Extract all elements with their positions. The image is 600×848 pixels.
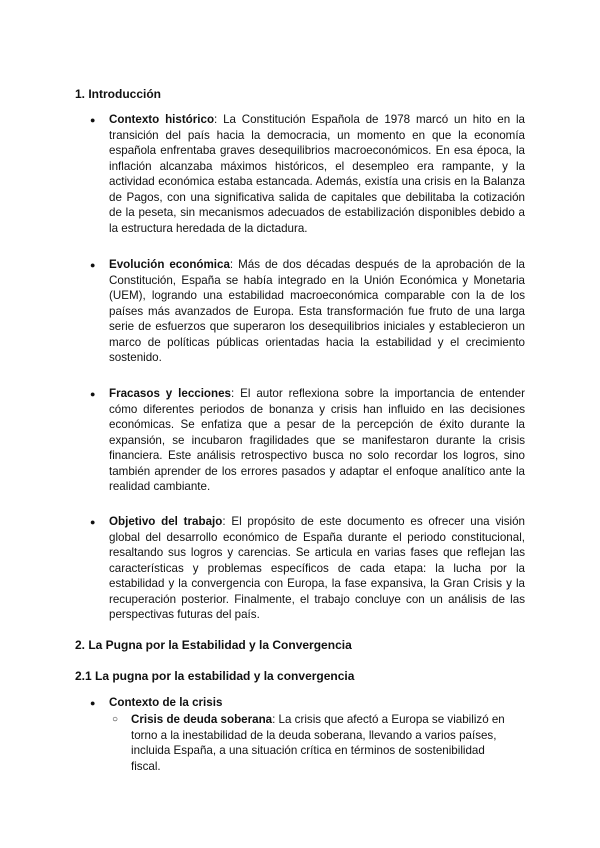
list-item — [90, 112, 535, 236]
list-item-term: Evolución económica — [109, 258, 230, 271]
list-item — [90, 257, 535, 366]
list-item — [90, 514, 535, 623]
list-item-term: Objetivo del trabajo — [109, 515, 223, 528]
bullet-icon: ● — [90, 115, 96, 125]
list-item-term: Fracasos y lecciones — [109, 387, 231, 400]
sub-list-item-text — [131, 712, 517, 774]
bullet-icon: ● — [90, 698, 96, 708]
bullet-icon: ● — [90, 260, 96, 270]
list-item-body: : La Constitución Española de 1978 marcó un hito en la transición del país hacia la democracia, un momento en que la economía española enfrentaba graves desequilibrios macroeconómicos. En esa época, la inflación alcanzaba máximos históricos, el desempleo era rampante, y la actividad económica estaba estancada. Además, existía una crisis en la Balanza de Pagos, con una significativa salida de capitales que debilitaba la cotización de la peseta, sin mecanismos adecuados de estabilización disponibles debido a la estructura heredada de la dictadura. — [109, 113, 525, 235]
hollow-bullet-icon: ○ — [112, 714, 119, 725]
list-item — [90, 386, 535, 495]
list-item-text — [109, 514, 525, 623]
list-item — [90, 695, 535, 711]
list-item-body: : El propósito de este documento es ofrecer una visión global del desarrollo económico de España durante el periodo constitucional, resaltando sus logros y carencias. Se articula en varias fases que reflejan las características y problemas específicos de cada etapa: la lucha por la estabilidad y la convergencia con Europa, la fase expansiva, la Gran Crisis y la recuperación posterior. Finalmente, el trabajo concluye con un análisis de las perspectivas futuras del país. — [109, 515, 526, 621]
sub-list-item-body: : La crisis que afectó a Europa se viabilizó en torno a la inestabilidad de la deuda soberana, llevando a varios países, incluida España, a una situación crítica en términos de sostenibilidad fiscal. — [131, 713, 505, 773]
list-item-term: Contexto histórico — [109, 113, 215, 126]
section-2-1-heading: 2.1 La pugna por la estabilidad y la convergencia — [75, 669, 355, 683]
list-item-text — [109, 386, 525, 495]
bullet-icon: ● — [90, 517, 96, 527]
bullet-icon: ● — [90, 389, 96, 399]
sub-list-item-term: Crisis de deuda soberana — [131, 713, 273, 726]
list-item-body: : Más de dos décadas después de la aprobación de la Constitución, España se había integrado en la Unión Económica y Monetaria (UEM), logrando una estabilidad macroeconómica comparable con la de los países más avanzados de Europa. Esta transformación fue fruto de una larga serie de esfuerzos que superaron los desequilibrios iniciales y establecieron un marco de políticas públicas orientadas hacia la estabilidad y el crecimiento sostenido. — [109, 258, 525, 364]
sub-list-item — [112, 712, 532, 774]
section-2-heading: 2. La Pugna por la Estabilidad y la Convergencia — [75, 638, 352, 652]
section-1-heading: 1. Introducción — [75, 87, 162, 101]
list-item-text — [109, 257, 525, 366]
list-item-text — [109, 112, 525, 236]
list-item-body: : El autor reflexiona sobre la importancia de entender cómo diferentes periodos de bonanza y crisis han influido en las decisiones económicas. Se enfatiza que a pesar de la percepción de éxito durante la expansión, se incubaron fragilidades que se manifestaron durante la crisis financiera. Este análisis retrospectivo busca no solo recordar los logros, sino también aprender de los errores pasados y adaptar el enfoque analítico ante la realidad cambiante. — [109, 387, 525, 493]
list-item-label: Contexto de la crisis — [109, 696, 223, 709]
